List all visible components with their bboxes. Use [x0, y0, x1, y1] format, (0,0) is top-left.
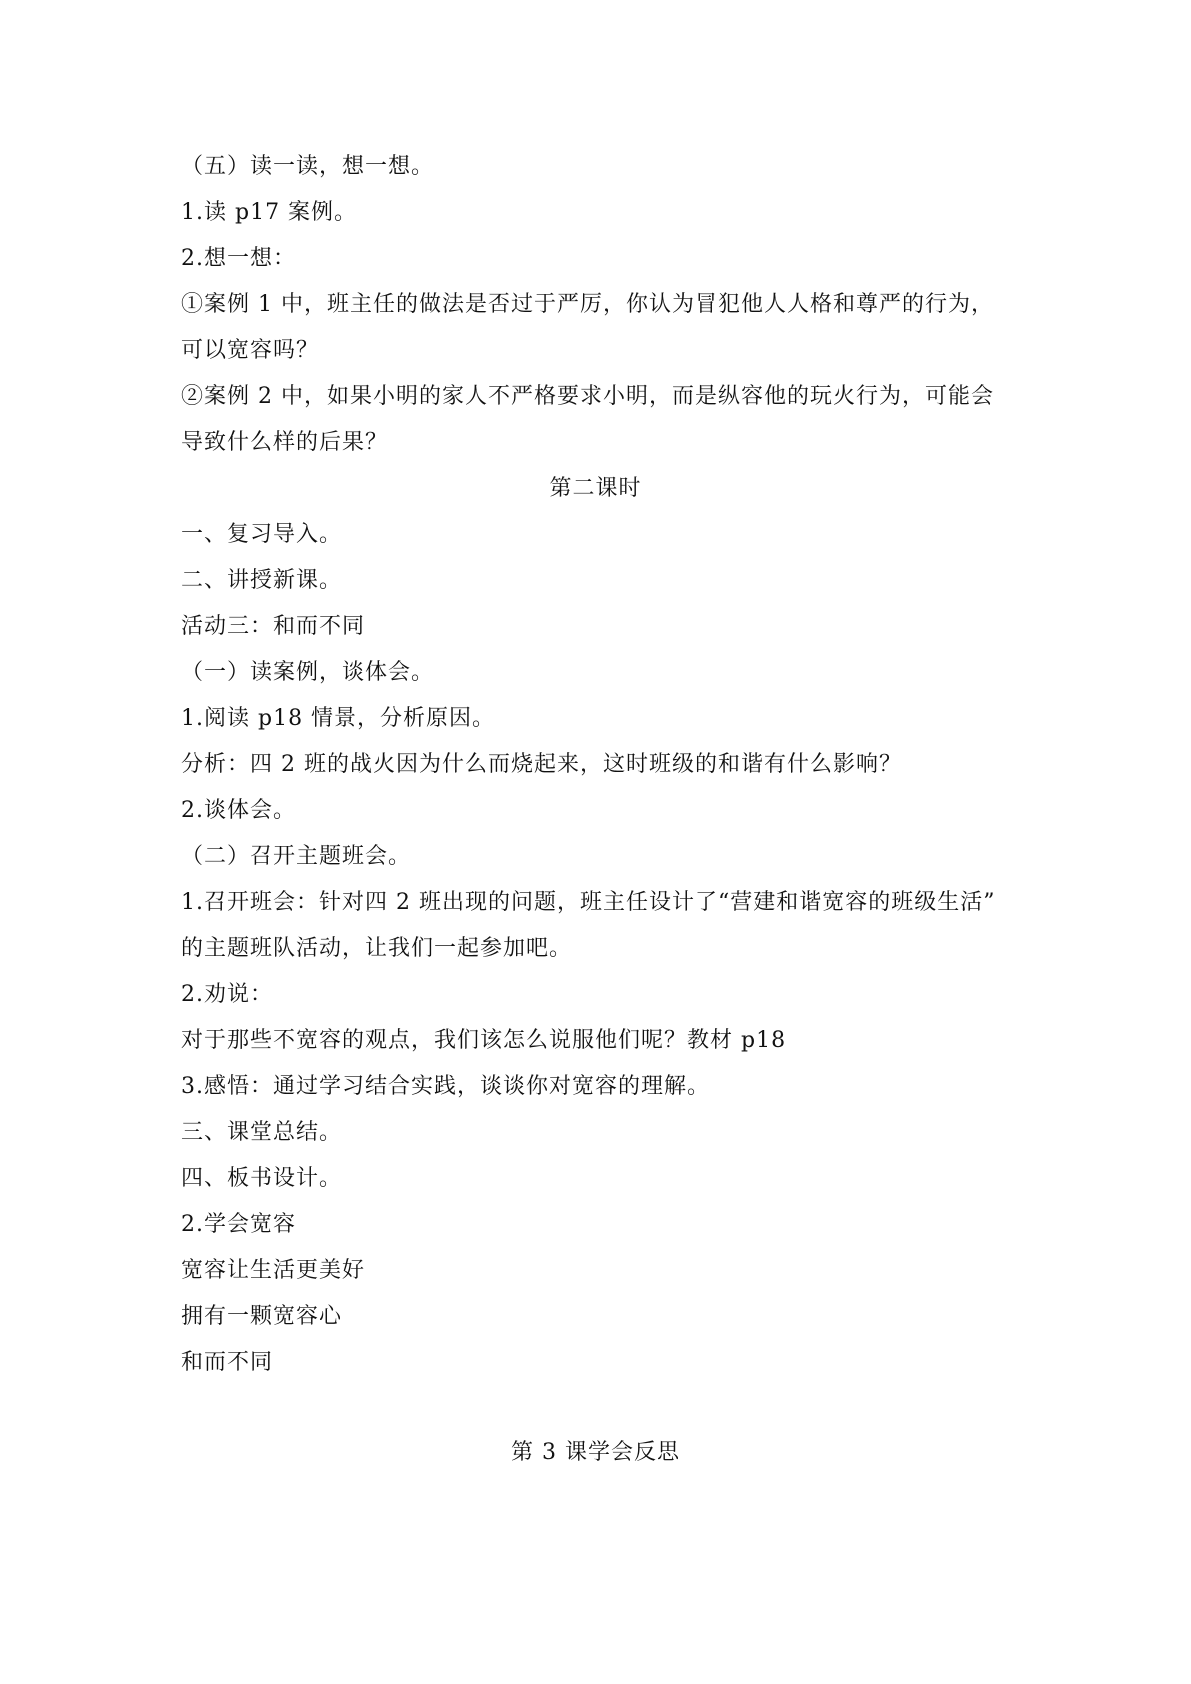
section-heading: 一、复习导入。: [181, 522, 343, 547]
paragraph: 对于那些不宽容的观点，我们该怎么说服他们呢？教材 p18: [181, 1028, 787, 1053]
paragraph: 3.感悟：通过学习结合实践，谈谈你对宽容的理解。: [181, 1074, 710, 1099]
section-heading: 三、课堂总结。: [181, 1120, 343, 1145]
paragraph: 可以宽容吗？: [181, 338, 320, 363]
board-design-item: 拥有一颗宽容心: [181, 1304, 343, 1329]
lesson-title: 第 3 课学会反思: [511, 1440, 680, 1465]
lesson-heading: 第二课时: [549, 476, 642, 501]
section-heading: 二、讲授新课。: [181, 568, 343, 593]
section-heading: （二）召开主题班会。: [181, 844, 412, 869]
paragraph: 1.读 p17 案例。: [181, 200, 358, 225]
paragraph: 2.谈体会。: [181, 798, 296, 823]
section-heading: （五）读一读，想一想。: [181, 154, 435, 179]
section-heading: （一）读案例，谈体会。: [181, 660, 435, 685]
paragraph: 导致什么样的后果？: [181, 430, 389, 455]
paragraph: 1.阅读 p18 情景，分析原因。: [181, 706, 496, 731]
paragraph: 1.召开班会：针对四 2 班出现的问题，班主任设计了“营建和谐宽容的班级生活”: [181, 890, 996, 915]
paragraph: ①案例 1 中，班主任的做法是否过于严厉，你认为冒犯他人人格和尊严的行为，: [181, 292, 994, 317]
activity-heading: 活动三：和而不同: [181, 614, 366, 639]
section-heading: 四、板书设计。: [181, 1166, 343, 1191]
paragraph: 的主题班队活动，让我们一起参加吧。: [181, 936, 573, 961]
board-design-item: 和而不同: [181, 1350, 274, 1375]
paragraph: 2.劝说：: [181, 982, 273, 1007]
paragraph: 分析：四 2 班的战火因为什么而烧起来，这时班级的和谐有什么影响？: [181, 752, 902, 777]
board-design-item: 宽容让生活更美好: [181, 1258, 366, 1283]
board-design-item: 2.学会宽容: [181, 1212, 296, 1237]
paragraph: ②案例 2 中，如果小明的家人不严格要求小明，而是纵容他的玩火行为，可能会: [181, 384, 994, 409]
paragraph: 2.想一想：: [181, 246, 296, 271]
